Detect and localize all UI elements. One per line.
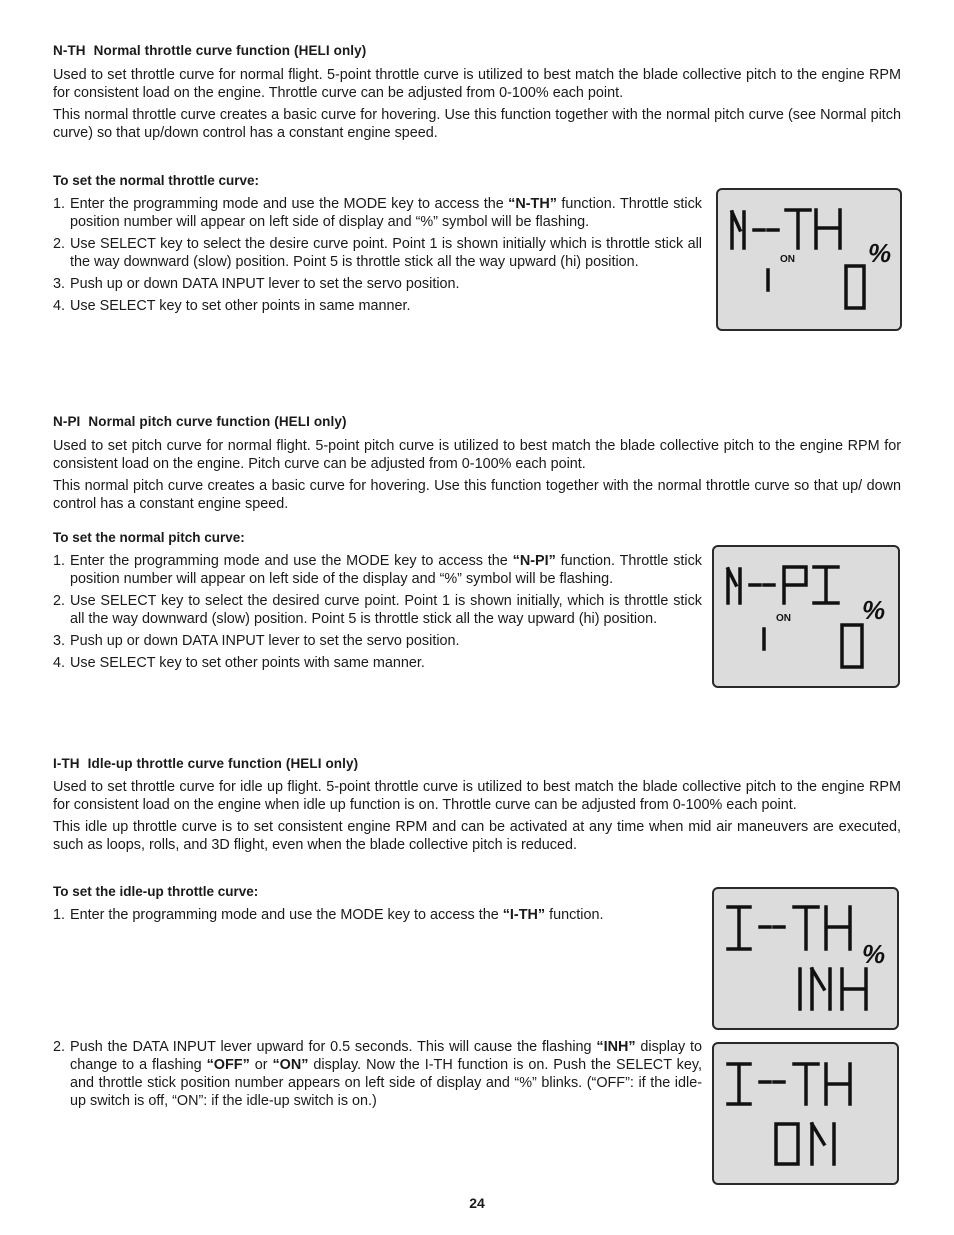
list-item: 1. Enter the programming mode and use the MODE key to access the “N-PI” function. Throttle stick position number will appear on left side of the display and “%” symbol will be flashing. xyxy=(53,553,703,587)
heading-title: Normal pitch curve function (HELI only) xyxy=(88,414,347,429)
paragraph: This idle up throttle curve is to set consistent engine RPM and can be activated at any time when mid air maneuvers are executed, such as loops, rolls, and 3D flight, even when the blade collective pitch is reduced. xyxy=(53,819,901,853)
list-item: 1. Enter the programming mode and use the MODE key to access the “I-TH” function. xyxy=(53,907,604,923)
list-item: 2. Use SELECT key to select the desired curve point. Point 1 is shown initially, which is throttle stick all the way downward (slow) position. Point 5 is throttle stick all the way upward (hi) position. xyxy=(53,593,702,627)
on-indicator: ON xyxy=(780,254,795,265)
lcd-text-n-pi xyxy=(728,567,838,603)
heading-code: I-TH xyxy=(53,756,80,771)
percent-symbol: % xyxy=(868,238,892,268)
section-heading-n-th xyxy=(53,43,366,58)
paragraph: This normal throttle curve creates a basic curve for hovering. Use this function together with the normal pitch curve (see Normal pitch curve) so that up/down control has a constant engine speed. xyxy=(53,107,901,141)
steps-list xyxy=(53,1038,702,1114)
list-item: 2. Use SELECT key to select the desire curve point. Point 1 is shown initially which is throttle stick all the way downward (slow) position. Point 5 is throttle stick all the way upward (hi) position. xyxy=(53,236,702,270)
heading-title: Normal throttle curve function (HELI only) xyxy=(93,43,367,58)
lcd-text-i-th xyxy=(728,1064,850,1104)
list-item: 1. Enter the programming mode and use the MODE key to access the “N-TH” function. Throttle stick position number will appear on left side of display and “%” symbol will be flashing. xyxy=(53,196,702,230)
heading-code: N-TH xyxy=(53,43,86,58)
section-heading-n-pi xyxy=(53,414,347,429)
list-item: 3. Push up or down DATA INPUT lever to set the servo position. xyxy=(53,633,460,649)
list-item: 4. Use SELECT key to set other points with same manner. xyxy=(53,655,425,671)
section-heading-i-th xyxy=(53,756,358,771)
page-number: 24 xyxy=(469,1195,485,1211)
paragraph: Used to set throttle curve for idle up flight. 5-point throttle curve is utilized to best match the blade collective pitch to the engine RPM for consistent load on the engine when idle up function is on. Throttle curve can be adjusted from 0-100% each point. xyxy=(53,779,901,813)
steps-list xyxy=(53,195,702,319)
list-item: 3. Push up or down DATA INPUT lever to set the servo position. xyxy=(53,276,460,292)
steps-list xyxy=(53,552,702,676)
paragraph: Used to set throttle curve for normal flight. 5-point throttle curve is utilized to best match the blade collective pitch to the engine RPM for consistent load on the engine. Throttle curve can be adjusted from 0-100% each point. xyxy=(53,67,901,101)
lcd-display-n-th xyxy=(716,188,902,331)
subheading: To set the idle-up throttle curve: xyxy=(53,884,259,899)
lcd-value-inh xyxy=(800,969,866,1009)
lcd-text-i-th xyxy=(728,907,850,949)
percent-symbol: % xyxy=(862,595,886,625)
lcd-display-n-pi xyxy=(712,545,900,688)
paragraph: This normal pitch curve creates a basic curve for hovering. Use this function together with the normal throttle curve so that up/ down control has a constant engine speed. xyxy=(53,478,901,512)
steps-list xyxy=(53,906,702,928)
percent-symbol: % xyxy=(862,939,886,969)
on-indicator: ON xyxy=(776,613,791,624)
lcd-value-on xyxy=(776,1124,834,1164)
list-item: 2. Push the DATA INPUT lever upward for 0.5 seconds. This will cause the flashing “INH” display to change to a flashing “OFF” or “ON” display. Now the I-TH function is on. Push the SELECT key, and throttle stick position number appears on left side of display and “%” blinks. (“OFF”: if the idle-up switch is off, “ON”: if the idle-up switch is on.) xyxy=(53,1039,703,1109)
lcd-display-i-th-inh xyxy=(712,887,899,1030)
lcd-text-n-th xyxy=(732,210,840,248)
subheading: To set the normal throttle curve: xyxy=(53,173,260,188)
heading-title: Idle-up throttle curve function (HELI only) xyxy=(87,756,359,771)
list-item: 4. Use SELECT key to set other points in same manner. xyxy=(53,298,411,314)
lcd-value-digit xyxy=(846,266,864,308)
paragraph: Used to set pitch curve for normal flight. 5-point pitch curve is utilized to best match the blade collective pitch to the engine RPM for consistent load on the engine. Pitch curve can be adjusted from 0-100% each point. xyxy=(53,438,901,472)
heading-code: N-PI xyxy=(53,414,81,429)
lcd-display-i-th-on xyxy=(712,1042,899,1185)
lcd-value-digit xyxy=(842,625,862,667)
subheading: To set the normal pitch curve: xyxy=(53,530,245,545)
